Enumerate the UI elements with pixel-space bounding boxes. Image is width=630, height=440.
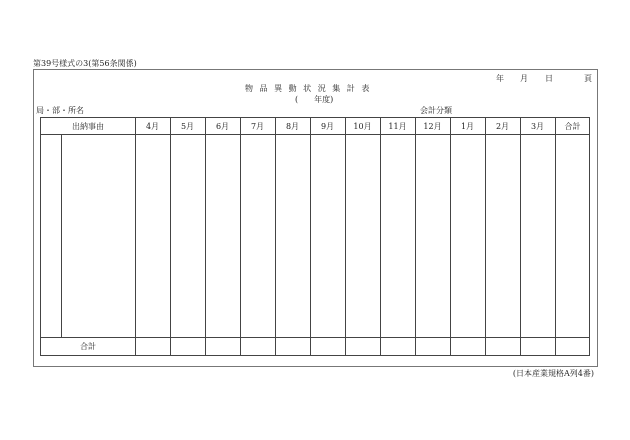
- column-header: 9月: [320, 122, 335, 131]
- page-label: 頁: [584, 74, 592, 83]
- column-header: 10月: [353, 122, 372, 131]
- column-header: 12月: [423, 122, 442, 131]
- column-header: 4月: [145, 122, 160, 131]
- column-header: 合計: [564, 122, 581, 131]
- form-title: 物 品 異 動 状 況 集 計 表: [245, 84, 372, 93]
- column-header: 7月: [250, 122, 265, 131]
- department-label: 局・部・所名: [36, 106, 84, 115]
- fiscal-year: ( 年度): [295, 95, 334, 104]
- column-header: 5月: [180, 122, 195, 131]
- column-header: 2月: [495, 122, 510, 131]
- column-header: 3月: [530, 122, 545, 131]
- column-header: 8月: [285, 122, 300, 131]
- date-year: 年: [496, 74, 504, 83]
- total-row-label: 合計: [80, 342, 96, 351]
- date-month: 月: [520, 74, 528, 83]
- column-header: 6月: [215, 122, 230, 131]
- footer-note: (日本産業規格A列4番): [512, 369, 594, 378]
- form-number: 第39号様式の3(第56条関係): [33, 59, 137, 68]
- accounting-label: 会計分類: [420, 106, 452, 115]
- column-header: 1月: [460, 122, 475, 131]
- header-reason: 出納事由: [72, 122, 104, 131]
- date-day: 日: [545, 74, 553, 83]
- summary-table: [40, 117, 590, 356]
- column-header: 11月: [388, 122, 407, 131]
